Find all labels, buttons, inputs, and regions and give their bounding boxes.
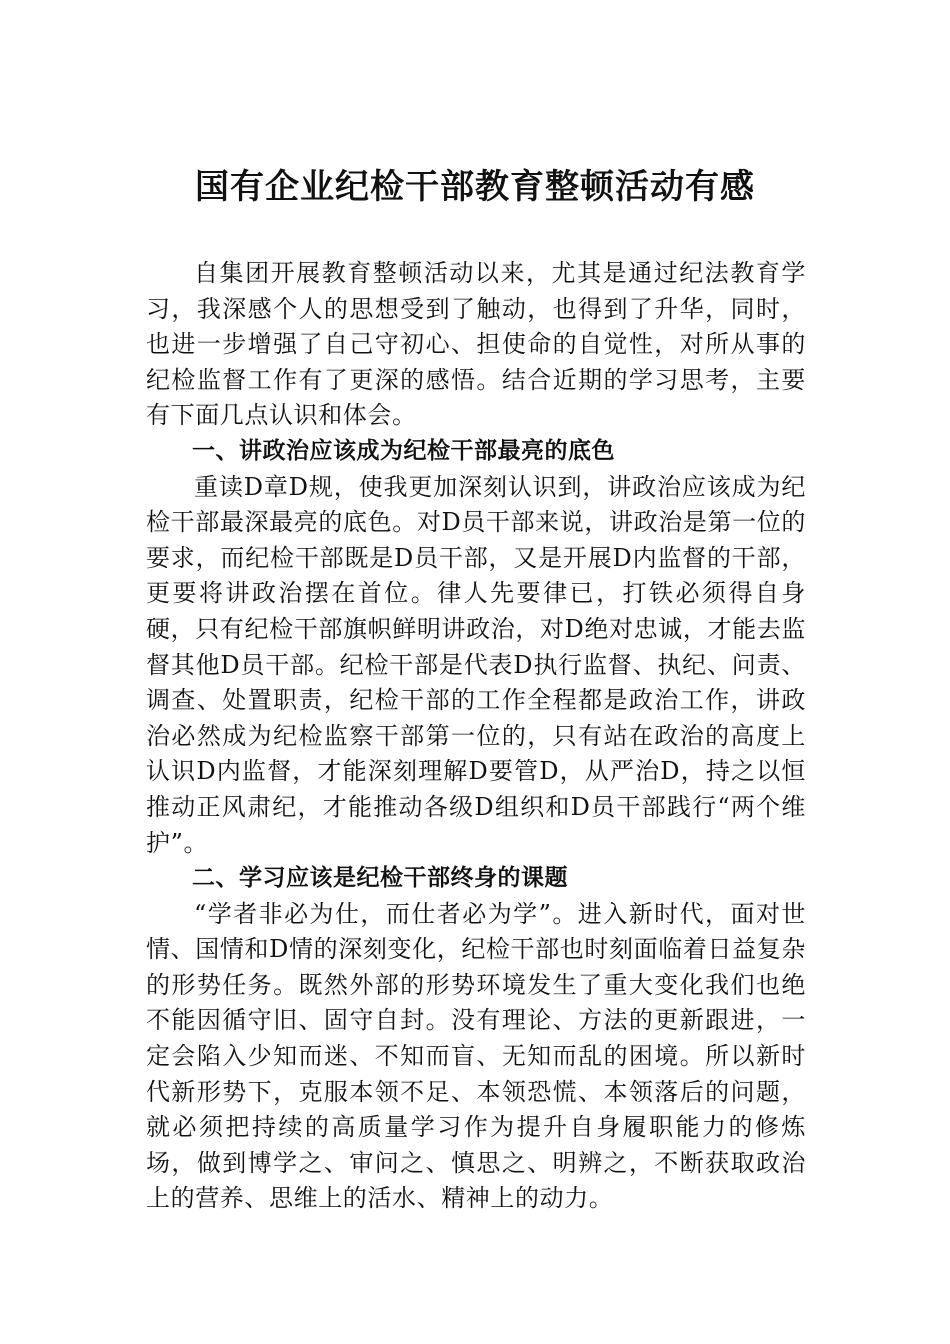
section-heading-1: 一、讲政治应该成为纪检干部最亮的底色 xyxy=(192,437,615,464)
section-heading-2: 二、学习应该是纪检干部终身的课题 xyxy=(192,865,568,892)
intro-paragraph: 自集团开展教育整顿活动以来，尤其是通过纪法教育学习，我深感个人的思想受到了触动，也得到了升华，同时，也进一步增强了自己守初心、担使命的自觉性，对所从事的纪检监督工作有了更深的感悟。结合近期的学习思考，主要有下面几点认识和体会。 xyxy=(146,259,806,430)
document-title: 国有企业纪检干部教育整顿活动有感 xyxy=(195,167,755,207)
section-body-1: 重读D章D规，使我更加深刻认识到，讲政治应该成为纪检干部最深最亮的底色。对D员干部来说，讲政治是第一位的要求，而纪检干部既是D员干部，又是开展D内监督的干部，更要将讲政治摆在首位。律人先要律已，打铁必须得自身硬，只有纪检干部旗帜鲜明讲政治，对D绝对忠诚，才能去监督其他D员干部。纪检干部是代表D执行监督、执纪、问责、调查、处置职责，纪检干部的工作全程都是政治工作，讲政治必然成为纪检监察干部第一位的，只有站在政治的高度上认识D内监督，才能深刻理解D要管D，从严治D，持之以恒推动正风肃纪，才能推动各级D组织和D员干部践行“两个维护”。 xyxy=(146,472,806,857)
document-body xyxy=(146,256,806,1217)
section-body-2: “学者非必为仕，而仕者必为学”。进入新时代，面对世情、国情和D情的深刻变化，纪检干部也时刻面临着日益复杂的形势任务。既然外部的形势环境发生了重大变化我们也绝不能因循守旧、固守自封。没有理论、方法的更新跟进，一定会陷入少知而迷、不知而盲、无知而乱的困境。所以新时代新形势下，克服本领不足、本领恐慌、本领落后的问题，就必须把持续的高质量学习作为提升自身履职能力的修炼场，做到博学之、审问之、慎思之、明辨之，不断获取政治上的营养、思维上的活水、精神上的动力。 xyxy=(146,899,806,1213)
